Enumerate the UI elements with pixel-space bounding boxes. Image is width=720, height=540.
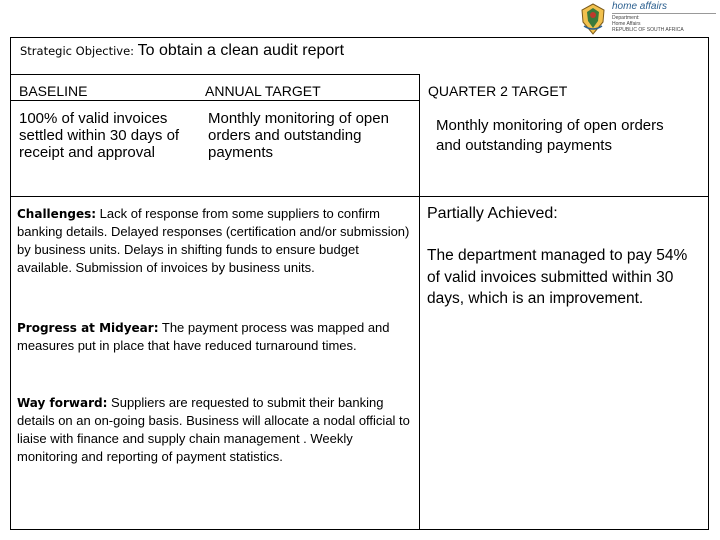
baseline-text: 100% of valid invoices settled within 30 days of receipt and approval <box>19 110 180 161</box>
result-text: The department managed to pay 54% of valid invoices submitted within 30 days, which is an improvement. <box>427 247 688 307</box>
row-divider-targets <box>10 196 709 197</box>
way-forward-label: Way forward: <box>17 396 108 410</box>
challenges-text: Lack of response from some suppliers to confirm banking details. Delayed responses (certification and/or submission) by business units. Delays in shifting funds to ensure budget available. Submission of invoices by business units. <box>17 206 410 275</box>
header-quarter-target: QUARTER 2 TARGET <box>428 83 568 99</box>
progress-label: Progress at Midyear: <box>17 321 159 335</box>
progress-text: The payment process was mapped and measures put in place that have reduced turnaround times. <box>17 320 390 353</box>
logo-line3: REPUBLIC OF SOUTH AFRICA <box>612 27 684 33</box>
logo-line2: Home Affairs <box>612 21 641 27</box>
logo-divider <box>612 13 716 14</box>
logo-line1: Department: <box>612 15 640 21</box>
objective-value: To obtain a clean audit report <box>137 42 345 59</box>
strategic-objective <box>20 42 344 60</box>
way-forward-text: Suppliers are requested to submit their banking details on an on-going basis. Business will allocate a nodal official to liaise with finance and supply chain management . Weekly monitoring and reporting of payment statistics. <box>17 395 410 464</box>
progress-block <box>17 319 415 355</box>
row-divider-objective <box>10 74 419 75</box>
coat-of-arms-icon <box>578 2 608 36</box>
header-annual-target: ANNUAL TARGET <box>205 83 321 99</box>
department-logo <box>578 2 718 38</box>
objective-label: Strategic Objective: <box>20 44 135 58</box>
challenges-label: Challenges: <box>17 207 97 221</box>
logo-brand: home affairs <box>612 1 668 12</box>
status-text: Partially Achieved: <box>427 205 558 222</box>
quarter-target-text: Monthly monitoring of open orders and outstanding payments <box>436 117 664 154</box>
way-forward-block <box>17 394 417 466</box>
column-divider <box>419 74 420 530</box>
header-baseline: BASELINE <box>19 83 88 99</box>
row-divider-headers <box>10 100 419 101</box>
annual-target-text: Monthly monitoring of open orders and outstanding payments <box>208 110 389 161</box>
challenges-block <box>17 205 415 277</box>
